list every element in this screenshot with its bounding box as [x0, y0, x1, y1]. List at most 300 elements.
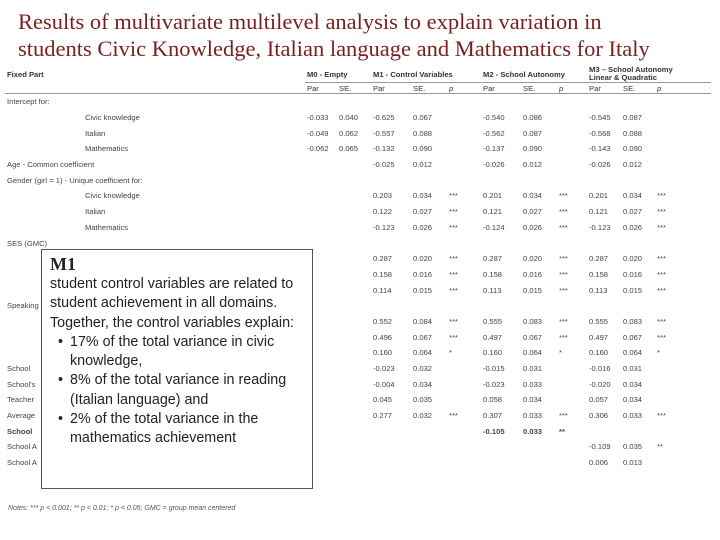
par-header: Par — [481, 83, 521, 94]
table-cell — [447, 392, 481, 408]
p-header: p — [655, 83, 691, 94]
table-subheader-row — [5, 83, 711, 94]
table-cell — [557, 361, 587, 377]
table-cell: 0.034 — [523, 191, 543, 201]
table-cell: 0.122 — [373, 207, 393, 217]
table-note: Notes: *** p < 0.001; ** p < 0.01; * p < 0.05; GMC = group mean centered — [8, 505, 236, 512]
table-cell — [337, 251, 371, 267]
table-cell: 0.027 — [523, 207, 543, 217]
row-label: Civic knowledge — [85, 191, 140, 201]
table-cell: -0.557 — [373, 128, 395, 138]
table-cell: *** — [657, 222, 666, 232]
table-cell — [587, 172, 621, 188]
m1-header: M1 - Control Variables — [371, 66, 481, 83]
table-cell: 0.201 — [483, 191, 503, 201]
table-cell — [337, 392, 371, 408]
slide-title — [18, 8, 718, 62]
table-cell: ** — [559, 426, 565, 436]
table-cell — [557, 376, 587, 392]
table-row — [5, 157, 711, 173]
table-cell — [447, 423, 481, 439]
table-cell: 0.555 — [483, 316, 503, 326]
table-cell: 0.087 — [523, 128, 543, 138]
table-cell — [337, 329, 371, 345]
table-cell: 0.086 — [523, 113, 543, 123]
table-cell: 0.555 — [589, 316, 609, 326]
table-cell: 0.027 — [623, 207, 643, 217]
table-cell: 0.013 — [623, 458, 643, 468]
table-cell — [691, 298, 711, 314]
row-label: Speaking — [7, 301, 39, 311]
table-cell: 0.026 — [623, 222, 643, 232]
table-header-row — [5, 66, 711, 83]
table-cell: 0.067 — [413, 332, 433, 342]
table-cell — [371, 94, 411, 110]
table-cell — [447, 361, 481, 377]
table-cell — [587, 235, 621, 251]
table-cell — [337, 423, 371, 439]
table-cell: 0.033 — [523, 411, 543, 421]
table-cell: *** — [559, 191, 568, 201]
table-cell: * — [657, 348, 660, 358]
table-cell: *** — [449, 269, 458, 279]
row-label: School — [7, 364, 31, 374]
table-cell: 0.026 — [413, 222, 433, 232]
table-cell: 0.114 — [373, 285, 392, 295]
table-cell — [305, 204, 337, 220]
table-cell: 0.016 — [413, 269, 433, 279]
table-row — [5, 141, 711, 157]
table-cell — [621, 94, 655, 110]
table-cell: 0.033 — [523, 379, 543, 389]
m3-header-line-2: Linear & Quadratic — [589, 73, 657, 82]
table-cell: -0.016 — [589, 364, 611, 374]
table-cell — [691, 110, 711, 126]
table-cell: *** — [559, 207, 568, 217]
table-cell — [481, 455, 521, 471]
table-cell: -0.033 — [307, 113, 329, 123]
table-cell — [691, 204, 711, 220]
table-cell: -0.625 — [373, 113, 395, 123]
table-cell — [691, 235, 711, 251]
table-cell: 0.064 — [523, 348, 543, 358]
title-line-2: students Civic Knowledge, Italian language and Mathematics for Italy — [18, 36, 650, 61]
table-cell — [621, 298, 655, 314]
row-label: Intercept for: — [7, 97, 50, 107]
table-cell: 0.062 — [339, 128, 359, 138]
table-cell: -0.562 — [483, 128, 505, 138]
table-cell: 0.016 — [623, 269, 643, 279]
table-cell: 0.033 — [623, 411, 643, 421]
table-cell: -0.023 — [373, 364, 395, 374]
table-cell — [655, 141, 691, 157]
table-cell — [655, 423, 691, 439]
table-row — [5, 188, 711, 204]
table-cell — [691, 455, 711, 471]
table-cell: *** — [449, 411, 458, 421]
table-cell — [337, 345, 371, 361]
table-cell — [655, 392, 691, 408]
table-cell — [557, 94, 587, 110]
table-cell — [655, 110, 691, 126]
m2-header: M2 - School Autonomy — [481, 66, 587, 83]
table-cell — [411, 172, 447, 188]
row-label: Mathematics — [85, 144, 129, 154]
table-cell — [521, 235, 557, 251]
table-cell — [411, 455, 447, 471]
table-cell: 0.034 — [623, 191, 643, 201]
table-cell — [557, 172, 587, 188]
table-cell — [481, 94, 521, 110]
row-label: School A — [7, 442, 37, 452]
table-cell — [691, 125, 711, 141]
callout-bullet: • 8% of the total variance in reading (Italian language) and — [50, 371, 304, 410]
callout-bullet-list — [50, 333, 304, 449]
table-cell — [447, 157, 481, 173]
table-cell — [655, 94, 691, 110]
table-cell: -0.062 — [307, 144, 329, 154]
table-cell: 0.287 — [483, 254, 503, 264]
par-header: Par — [587, 83, 621, 94]
table-cell: 0.067 — [413, 113, 433, 123]
table-cell: -0.109 — [589, 442, 611, 452]
table-cell: *** — [559, 316, 568, 326]
table-cell: 0.034 — [523, 395, 543, 405]
fixed-part-header: Fixed Part — [7, 69, 44, 79]
table-cell — [521, 439, 557, 455]
row-label: Teacher — [7, 395, 35, 405]
table-cell: 0.020 — [523, 254, 543, 264]
table-cell — [587, 298, 621, 314]
table-row — [5, 110, 711, 126]
table-cell: *** — [449, 285, 458, 295]
table-cell: 0.083 — [623, 316, 643, 326]
table-cell: 0.497 — [483, 332, 503, 342]
table-cell — [411, 423, 447, 439]
table-cell — [337, 298, 371, 314]
table-cell — [691, 314, 711, 330]
table-cell: 0.287 — [589, 254, 609, 264]
table-cell: *** — [449, 222, 458, 232]
table-cell: 0.203 — [373, 191, 393, 201]
table-cell: *** — [657, 285, 666, 295]
table-cell: 0.034 — [623, 379, 643, 389]
table-cell: 0.034 — [623, 395, 643, 405]
table-cell — [557, 125, 587, 141]
table-cell — [691, 423, 711, 439]
table-cell: 0.032 — [413, 411, 433, 421]
table-cell: 0.113 — [589, 285, 608, 295]
table-cell — [691, 376, 711, 392]
table-cell — [521, 298, 557, 314]
table-cell — [447, 235, 481, 251]
p-header: p — [557, 83, 587, 94]
table-cell — [691, 188, 711, 204]
table-cell — [481, 298, 521, 314]
table-cell: 0.496 — [373, 332, 393, 342]
table-cell: *** — [559, 411, 568, 421]
table-cell: 0.034 — [413, 191, 433, 201]
callout-heading: M1 — [50, 254, 76, 274]
m1-callout — [41, 249, 313, 489]
table-cell — [521, 94, 557, 110]
table-cell — [557, 392, 587, 408]
table-cell: 0.064 — [413, 348, 433, 358]
table-cell — [305, 220, 337, 236]
table-cell: *** — [449, 254, 458, 264]
table-cell — [337, 408, 371, 424]
table-cell — [557, 110, 587, 126]
table-cell: 0.158 — [483, 269, 503, 279]
m3-header — [587, 66, 711, 83]
table-cell: -0.540 — [483, 113, 505, 123]
table-cell — [655, 235, 691, 251]
table-cell: 0.083 — [523, 316, 543, 326]
table-cell: 0.307 — [483, 411, 503, 421]
table-cell: *** — [559, 222, 568, 232]
table-cell: *** — [657, 191, 666, 201]
table-cell — [621, 423, 655, 439]
table-cell — [691, 329, 711, 345]
table-cell: 0.084 — [413, 316, 433, 326]
table-cell: 0.032 — [413, 364, 433, 374]
table-cell: -0.004 — [373, 379, 395, 389]
table-cell: 0.015 — [623, 285, 643, 295]
table-cell: *** — [657, 316, 666, 326]
row-label: School — [7, 426, 33, 436]
table-cell: 0.277 — [373, 411, 393, 421]
table-cell — [557, 455, 587, 471]
table-cell — [587, 423, 621, 439]
table-cell: 0.020 — [623, 254, 643, 264]
table-cell — [447, 455, 481, 471]
table-cell: -0.025 — [373, 160, 395, 170]
table-row — [5, 220, 711, 236]
table-cell — [655, 172, 691, 188]
table-cell — [337, 267, 371, 283]
table-cell — [655, 361, 691, 377]
table-cell — [337, 157, 371, 173]
table-cell — [337, 188, 371, 204]
row-label: SES (GMC) — [7, 238, 48, 248]
table-cell — [691, 345, 711, 361]
table-cell — [305, 157, 337, 173]
table-cell — [447, 110, 481, 126]
table-cell: -0.132 — [373, 144, 395, 154]
table-cell: 0.064 — [623, 348, 643, 358]
table-cell — [481, 172, 521, 188]
table-cell — [337, 220, 371, 236]
table-cell: 0.020 — [413, 254, 433, 264]
table-cell — [337, 204, 371, 220]
table-cell — [337, 314, 371, 330]
se-header: SE. — [411, 83, 447, 94]
table-cell — [411, 439, 447, 455]
p-header: p — [447, 83, 481, 94]
table-cell: 0.035 — [623, 442, 643, 452]
table-cell: -0.023 — [483, 379, 505, 389]
row-label: Gender (girl = 1) - Unique coefficient for: — [7, 175, 143, 185]
row-label: School's — [7, 379, 36, 389]
table-cell: 0.006 — [589, 458, 609, 468]
table-cell — [305, 172, 337, 188]
callout-intro-2: Together, the control variables explain: — [50, 314, 294, 331]
table-cell — [337, 455, 371, 471]
table-cell: 0.306 — [589, 411, 609, 421]
table-cell: -0.020 — [589, 379, 611, 389]
table-cell — [337, 235, 371, 251]
table-cell: 0.121 — [483, 207, 503, 217]
table-cell — [447, 376, 481, 392]
table-cell — [691, 392, 711, 408]
table-cell: -0.123 — [589, 222, 611, 232]
table-cell: 0.065 — [339, 144, 359, 154]
table-cell: 0.067 — [623, 332, 643, 342]
table-cell: 0.497 — [589, 332, 609, 342]
table-cell — [447, 141, 481, 157]
table-cell: *** — [449, 191, 458, 201]
table-cell: *** — [559, 254, 568, 264]
table-cell — [621, 172, 655, 188]
table-cell — [691, 220, 711, 236]
table-cell — [655, 455, 691, 471]
table-cell: -0.026 — [589, 160, 611, 170]
table-cell: 0.113 — [483, 285, 502, 295]
table-row — [5, 94, 711, 110]
table-cell: 0.090 — [413, 144, 433, 154]
table-cell — [371, 298, 411, 314]
table-cell — [447, 125, 481, 141]
table-cell: * — [559, 348, 562, 358]
row-label: Average — [7, 411, 36, 421]
se-header: SE. — [621, 83, 655, 94]
table-cell: *** — [657, 332, 666, 342]
table-cell — [521, 172, 557, 188]
row-label: Italian — [85, 207, 106, 217]
table-cell: 0.160 — [373, 348, 393, 358]
table-cell: *** — [657, 411, 666, 421]
table-cell — [655, 157, 691, 173]
table-cell: 0.067 — [523, 332, 543, 342]
table-cell: *** — [657, 269, 666, 279]
table-cell — [691, 172, 711, 188]
table-cell: *** — [449, 207, 458, 217]
table-cell: *** — [559, 269, 568, 279]
table-cell — [305, 94, 337, 110]
table-cell — [621, 235, 655, 251]
table-cell: -0.015 — [483, 364, 505, 374]
table-cell — [557, 141, 587, 157]
callout-intro: student control variables are related to student achievement in all domains. — [50, 276, 294, 312]
table-cell: *** — [657, 254, 666, 264]
table-cell — [337, 282, 371, 298]
table-cell: *** — [657, 207, 666, 217]
table-cell: -0.026 — [483, 160, 505, 170]
m3-header-line-1: M3 – School Autonomy — [589, 66, 673, 74]
table-cell: 0.088 — [413, 128, 433, 138]
table-cell: *** — [449, 316, 458, 326]
table-cell — [691, 94, 711, 110]
table-cell — [447, 439, 481, 455]
table-cell: -0.105 — [483, 426, 505, 436]
par-header: Par — [305, 83, 337, 94]
row-label: Age - Common coefficient — [7, 160, 95, 170]
table-cell — [447, 172, 481, 188]
table-cell — [587, 94, 621, 110]
table-cell: -0.123 — [373, 222, 395, 232]
table-cell: -0.124 — [483, 222, 505, 232]
table-cell: 0.552 — [373, 316, 393, 326]
table-cell: 0.026 — [523, 222, 543, 232]
table-cell — [337, 94, 371, 110]
table-cell: 0.158 — [589, 269, 609, 279]
table-cell — [371, 455, 411, 471]
row-label: Italian — [85, 128, 106, 138]
table-cell: ** — [657, 442, 663, 452]
table-cell: *** — [559, 332, 568, 342]
table-cell: 0.090 — [623, 144, 643, 154]
row-label: Mathematics — [85, 222, 129, 232]
table-row — [5, 204, 711, 220]
table-cell: 0.031 — [523, 364, 543, 374]
table-cell — [371, 423, 411, 439]
par-header: Par — [371, 83, 411, 94]
table-cell — [557, 439, 587, 455]
table-cell: 0.160 — [589, 348, 609, 358]
table-cell — [691, 361, 711, 377]
table-cell: 0.058 — [483, 395, 503, 405]
table-cell: 0.034 — [413, 379, 433, 389]
table-cell — [337, 361, 371, 377]
table-cell — [691, 267, 711, 283]
table-cell — [447, 298, 481, 314]
table-row — [5, 125, 711, 141]
table-cell: 0.016 — [523, 269, 543, 279]
table-cell — [411, 298, 447, 314]
table-cell: 0.031 — [623, 364, 643, 374]
table-cell: 0.015 — [523, 285, 543, 295]
table-cell — [691, 251, 711, 267]
table-cell: * — [449, 348, 452, 358]
table-cell: 0.027 — [413, 207, 433, 217]
table-cell: 0.201 — [589, 191, 609, 201]
se-header: SE. — [521, 83, 557, 94]
table-cell: *** — [559, 285, 568, 295]
table-cell: -0.568 — [589, 128, 611, 138]
table-cell: 0.121 — [589, 207, 609, 217]
table-cell: 0.045 — [373, 395, 393, 405]
table-cell — [337, 172, 371, 188]
table-cell — [691, 439, 711, 455]
table-cell: 0.088 — [623, 128, 643, 138]
title-line-1: Results of multivariate multilevel analysis to explain variation in — [18, 9, 602, 34]
table-cell — [655, 298, 691, 314]
table-cell — [411, 94, 447, 110]
table-cell: 0.012 — [523, 160, 543, 170]
table-cell — [655, 125, 691, 141]
table-cell: 0.057 — [589, 395, 609, 405]
table-cell: 0.160 — [483, 348, 503, 358]
table-cell — [481, 235, 521, 251]
m0-header: M0 - Empty — [305, 66, 371, 83]
table-cell — [691, 408, 711, 424]
table-cell — [371, 439, 411, 455]
table-cell: 0.033 — [523, 426, 543, 436]
table-cell: 0.040 — [339, 113, 359, 123]
table-cell — [557, 298, 587, 314]
table-cell — [481, 439, 521, 455]
callout-bullet: • 17% of the total variance in civic knowledge, — [50, 333, 304, 372]
